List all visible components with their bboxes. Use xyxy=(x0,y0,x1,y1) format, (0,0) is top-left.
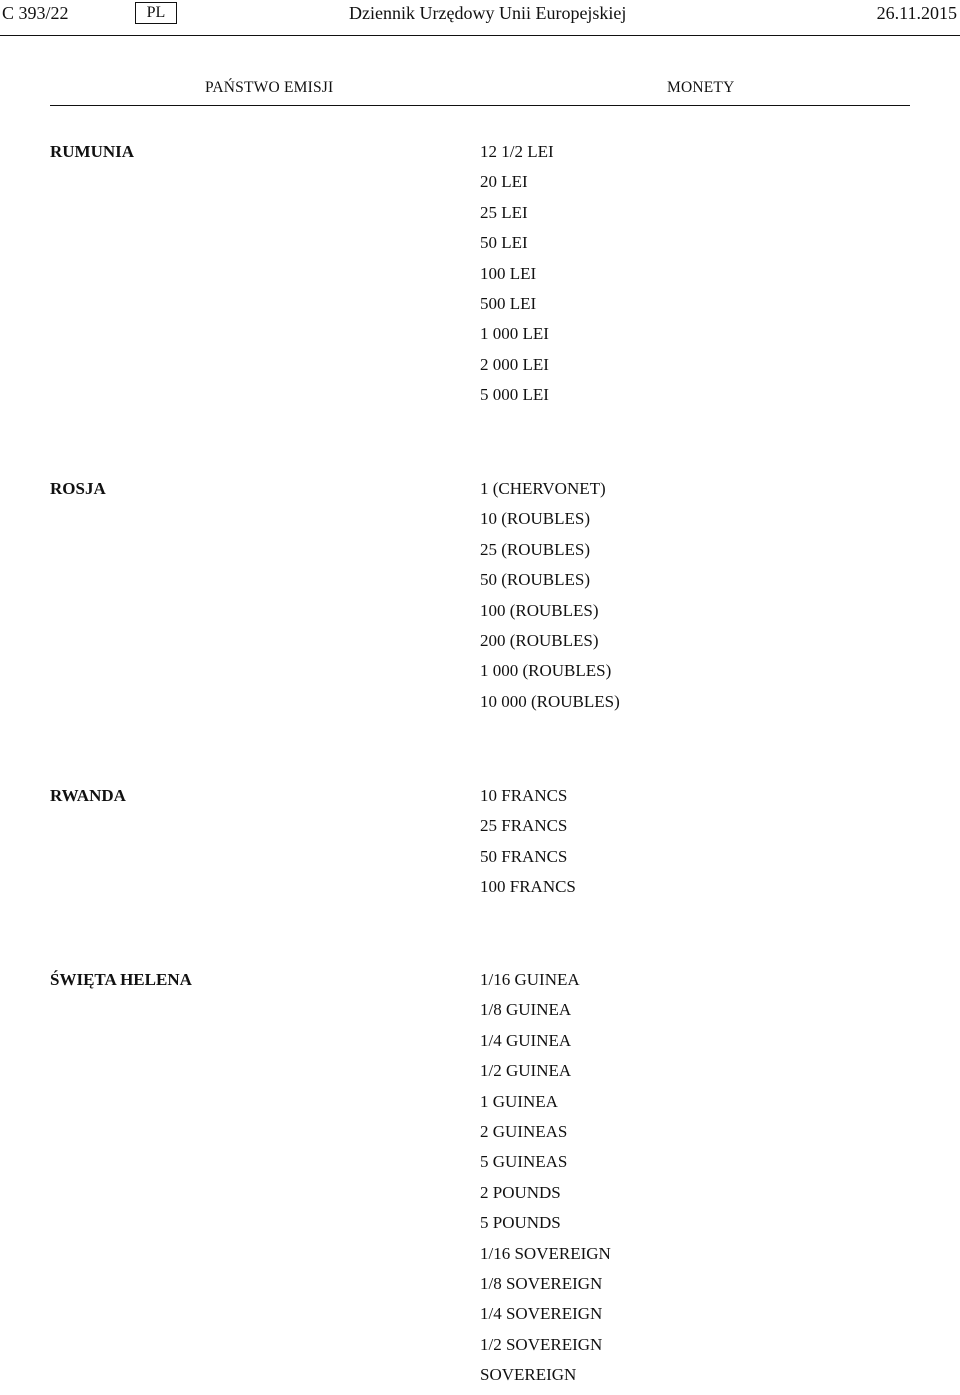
coin-item: 1/8 SOVEREIGN xyxy=(480,1273,603,1293)
country-name: ŚWIĘTA HELENA xyxy=(50,970,192,989)
coin-item: 25 (ROUBLES) xyxy=(480,539,591,559)
coin-list xyxy=(480,786,576,908)
coin-item: 12 1/2 LEI xyxy=(480,142,554,161)
coin-item: 1/8 GUINEA xyxy=(480,1000,572,1020)
coin-item: 2 POUNDS xyxy=(480,1182,561,1202)
page-header xyxy=(0,0,960,36)
coin-item: 10 000 (ROUBLES) xyxy=(480,691,620,711)
language-badge: PL xyxy=(135,2,177,24)
coin-item: 1/2 GUINEA xyxy=(480,1061,572,1081)
coin-item: 1/4 SOVEREIGN xyxy=(480,1304,603,1324)
coin-item: 10 (ROUBLES) xyxy=(480,509,591,529)
coin-item: 1 GUINEA xyxy=(480,1091,558,1111)
coin-item: 25 LEI xyxy=(480,202,528,222)
coin-list xyxy=(480,970,611,1395)
column-header-country: PAŃSTWO EMISJI xyxy=(205,79,334,96)
coin-item: 5 POUNDS xyxy=(480,1213,561,1233)
header-divider xyxy=(0,35,960,36)
coin-item: 100 LEI xyxy=(480,263,537,283)
country-name: ROSJA xyxy=(50,479,106,498)
coin-item: 10 FRANCS xyxy=(480,786,568,805)
coin-item: 1/16 GUINEA xyxy=(480,970,580,989)
coin-item: 100 FRANCS xyxy=(480,877,576,897)
coin-item: 1/2 SOVEREIGN xyxy=(480,1334,603,1354)
coin-item: 500 LEI xyxy=(480,293,537,313)
coin-item: 50 LEI xyxy=(480,233,528,253)
coin-item: 200 (ROUBLES) xyxy=(480,630,599,650)
journal-title: Dziennik Urzędowy Unii Europejskiej xyxy=(349,3,627,23)
coin-item: 5 000 LEI xyxy=(480,385,549,405)
country-name: RWANDA xyxy=(50,786,126,805)
publication-date: 26.11.2015 xyxy=(876,3,957,23)
coin-item: 25 FRANCS xyxy=(480,816,568,836)
coin-item: SOVEREIGN xyxy=(480,1365,577,1385)
coin-item: 2 000 LEI xyxy=(480,354,549,374)
coin-list xyxy=(480,142,554,416)
coin-item: 1/4 GUINEA xyxy=(480,1030,572,1050)
coin-list xyxy=(480,479,620,722)
coin-item: 1 000 LEI xyxy=(480,324,549,344)
coin-item: 2 GUINEAS xyxy=(480,1121,568,1141)
country-name: RUMUNIA xyxy=(50,142,135,161)
coin-item: 1 (CHERVONET) xyxy=(480,479,606,498)
coin-item: 50 FRANCS xyxy=(480,846,568,866)
column-header-coins: MONETY xyxy=(667,79,735,96)
coin-item: 1 000 (ROUBLES) xyxy=(480,661,612,681)
coin-item: 5 GUINEAS xyxy=(480,1152,568,1172)
coin-item: 100 (ROUBLES) xyxy=(480,600,599,620)
coin-item: 1/16 SOVEREIGN xyxy=(480,1243,611,1263)
journal-reference: C 393/22 xyxy=(2,3,69,23)
coin-item: 20 LEI xyxy=(480,172,528,192)
table-header-divider xyxy=(50,105,910,106)
coin-item: 50 (ROUBLES) xyxy=(480,570,591,590)
